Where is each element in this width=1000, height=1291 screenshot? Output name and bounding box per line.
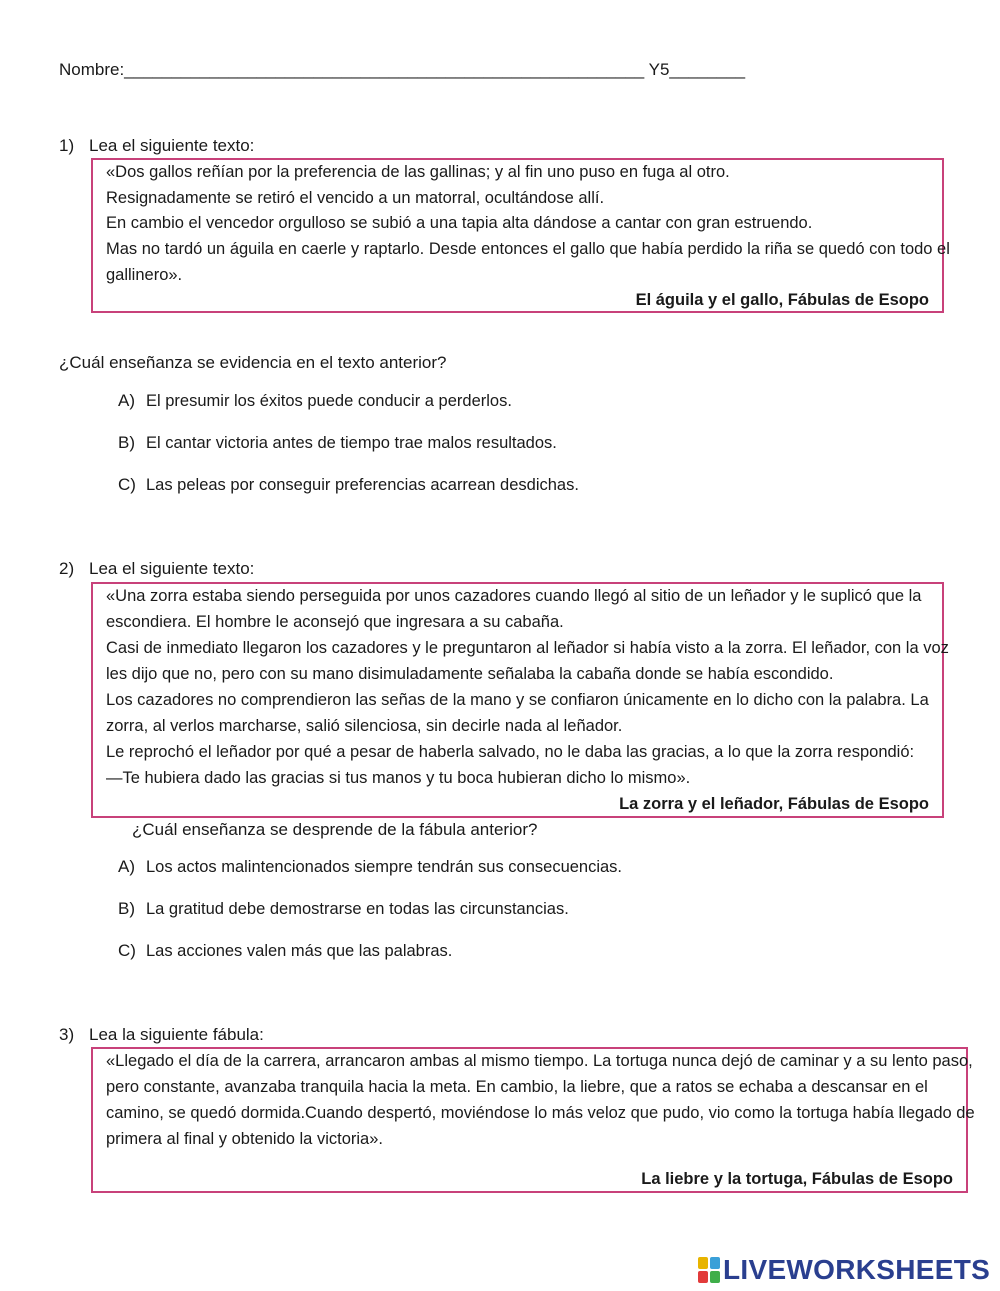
question-2-number: 2) — [59, 559, 75, 578]
text-line: «Dos gallos reñían por la preferencia de las gallinas; y al fin uno puso en fuga al otro. — [106, 163, 730, 181]
option-letter: B) — [118, 433, 135, 452]
text-line: primera al final y obtenido la victoria». — [106, 1130, 383, 1148]
question-1-prompt: ¿Cuál enseñanza se evidencia en el texto anterior? — [59, 353, 447, 372]
option-text: El presumir los éxitos puede conducir a perderlos. — [146, 392, 512, 410]
question-2-option-a[interactable] — [118, 857, 622, 877]
text-line: Le reprochó el leñador por qué a pesar de haberla salvado, no le daba las gracias, a lo que la zorra respondió: — [106, 743, 915, 761]
question-2-source: La zorra y el leñador, Fábulas de Esopo — [619, 795, 929, 813]
text-line: camino, se quedó dormida.Cuando despertó, moviéndose lo más veloz que pudo, vio como la tortuga había llegado de — [106, 1104, 975, 1122]
text-line: «Llegado el día de la carrera, arrancaron ambas al mismo tiempo. La tortuga nunca dejó de caminar y a su lento paso, — [106, 1052, 973, 1070]
liveworksheets-icon — [697, 1256, 721, 1284]
name-field-line[interactable]: Nombre:_______________________________________________________ Y5________ — [59, 60, 746, 79]
option-letter: A) — [118, 391, 135, 410]
question-1-number: 1) — [59, 136, 75, 155]
question-3-number: 3) — [59, 1025, 75, 1044]
question-3-source: La liebre y la tortuga, Fábulas de Esopo — [641, 1170, 953, 1188]
question-2-prompt: ¿Cuál enseñanza se desprende de la fábula anterior? — [132, 820, 538, 839]
text-line: Resignadamente se retiró el vencido a un matorral, ocultándose allí. — [106, 189, 605, 207]
text-line: pero constante, avanzaba tranquila hacia la meta. En cambio, la liebre, que a ratos se echaba a descansar en el — [106, 1078, 928, 1096]
text-line: escondiera. El hombre le aconsejó que ingresara a su cabaña. — [106, 613, 564, 631]
text-line: «Una zorra estaba siendo perseguida por unos cazadores cuando llegó al sitio de un leñador y le suplicó que la — [106, 587, 922, 605]
option-text: El cantar victoria antes de tiempo trae malos resultados. — [146, 434, 557, 452]
option-text: La gratitud debe demostrarse en todas las circunstancias. — [146, 900, 569, 918]
text-line: Los cazadores no comprendieron las señas de la mano y se confiaron únicamente en lo dicho con la palabra. La — [106, 691, 929, 709]
option-text: Las acciones valen más que las palabras. — [146, 942, 453, 960]
question-2-text-box — [91, 582, 949, 818]
option-text: Las peleas por conseguir preferencias acarrean desdichas. — [146, 476, 579, 494]
question-2-option-b[interactable] — [118, 899, 569, 919]
question-2-intro: Lea el siguiente texto: — [89, 559, 255, 578]
question-1-option-c[interactable] — [118, 475, 579, 495]
question-3-intro: Lea la siguiente fábula: — [89, 1025, 264, 1044]
question-2-option-c[interactable] — [118, 941, 452, 961]
question-3-text-box — [91, 1047, 975, 1193]
option-letter: B) — [118, 899, 135, 918]
text-line: gallinero». — [106, 266, 183, 284]
liveworksheets-logo — [697, 1254, 990, 1286]
option-text: Los actos malintencionados siempre tendrán sus consecuencias. — [146, 858, 623, 876]
question-1-text-box — [91, 158, 950, 313]
option-letter: A) — [118, 857, 135, 876]
text-line: —Te hubiera dado las gracias si tus manos y tu boca hubieran dicho lo mismo». — [106, 769, 691, 787]
question-1-option-a[interactable] — [118, 391, 512, 411]
text-line: les dijo que no, pero con su mano disimuladamente señalaba la cabaña donde se había escondido. — [106, 665, 834, 683]
question-1-source: El águila y el gallo, Fábulas de Esopo — [635, 291, 929, 309]
text-line: Casi de inmediato llegaron los cazadores y le preguntaron al leñador si había visto a la zorra. El leñador, con la voz — [106, 639, 949, 657]
question-1-intro: Lea el siguiente texto: — [89, 136, 255, 155]
text-line: Mas no tardó un águila en caerle y raptarlo. Desde entonces el gallo que había perdido la riña se quedó con todo el — [106, 240, 950, 258]
text-line: En cambio el vencedor orgulloso se subió a una tapia alta dándose a cantar con gran estruendo. — [106, 214, 813, 232]
liveworksheets-logo-text: LIVEWORKSHEETS — [723, 1254, 991, 1285]
option-letter: C) — [118, 475, 136, 494]
option-letter: C) — [118, 941, 136, 960]
text-line: zorra, al verlos marcharse, salió silenciosa, sin decirle nada al leñador. — [106, 717, 623, 735]
question-1-option-b[interactable] — [118, 433, 557, 453]
